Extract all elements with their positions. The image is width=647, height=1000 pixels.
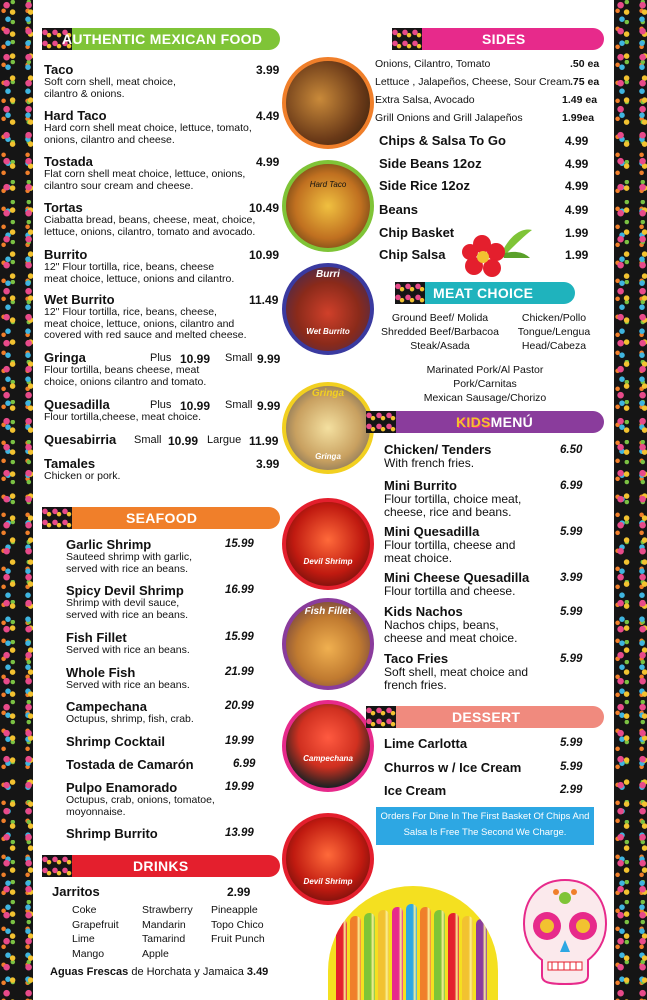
item-name: Taco Fries bbox=[384, 651, 449, 666]
gringa-photo: Gringa Gringa bbox=[282, 382, 374, 474]
floral-ornament-icon bbox=[395, 282, 425, 304]
bottle-icon bbox=[476, 919, 487, 1000]
item-price: 6.50 bbox=[560, 444, 583, 456]
option-label: Largue bbox=[207, 434, 242, 446]
menu-item bbox=[44, 456, 280, 483]
meat-left-list: Ground Beef/ Molida Shredded Beef/Barbacoa Steak/Asada bbox=[381, 312, 499, 352]
bottle-icon bbox=[378, 910, 389, 1000]
item-name: Kids Nachos bbox=[384, 604, 463, 619]
item-name: Whole Fish bbox=[66, 665, 136, 680]
item-description: Flour tortilla, choice meat, bbox=[384, 492, 522, 506]
item-price: 3.99 bbox=[256, 63, 280, 77]
option-label: Small bbox=[225, 399, 253, 411]
side-item: Chip Salsa bbox=[379, 247, 446, 262]
item-price: 11.49 bbox=[249, 293, 279, 307]
wet-burrito-photo: Burri Wet Burrito bbox=[282, 263, 374, 355]
item-name: Mini Quesadilla bbox=[384, 524, 480, 539]
right-floral-border bbox=[614, 0, 647, 1000]
bottle-icon bbox=[420, 907, 431, 1000]
bottle-icon bbox=[336, 919, 347, 1000]
item-description: covered with red sauce and melted cheese. bbox=[44, 329, 247, 341]
side-item: Side Rice 12oz bbox=[379, 178, 471, 193]
menu-item bbox=[384, 570, 564, 598]
side-item: Lettuce , Jalapeños, Cheese, Sour Cream bbox=[375, 76, 571, 88]
item-name: Wet Burrito bbox=[44, 292, 115, 307]
item-name: Tortas bbox=[44, 200, 83, 215]
item-description: 12" Flour tortilla, rice, beans, cheese, bbox=[44, 306, 217, 318]
chips-note: Orders For Dine In The First Basket Of Chips And Salsa Is Free The Second We Charge. bbox=[376, 807, 594, 845]
bottle-icon bbox=[350, 916, 361, 1000]
side-item: Chip Basket bbox=[379, 225, 455, 240]
meat-right-list: Chicken/Pollo Tongue/Lengua Head/Cabeza bbox=[517, 312, 591, 352]
aguas-frescas-line: Aguas Frescas de Horchata y Jamaica 3.49 bbox=[50, 966, 269, 978]
item-price: 20.99 bbox=[225, 700, 254, 712]
side-price: .75 ea bbox=[570, 76, 600, 88]
floral-ornament-icon bbox=[42, 507, 72, 529]
item-description: cilantro & onions. bbox=[44, 87, 125, 100]
item-name: Burrito bbox=[44, 247, 88, 262]
item-price: 6.99 bbox=[560, 480, 583, 492]
item-name: Quesabirria bbox=[44, 432, 117, 447]
side-price: 4.99 bbox=[565, 134, 589, 148]
item-name: Tostada bbox=[44, 154, 93, 169]
item-description: Chicken or pork. bbox=[44, 470, 121, 482]
bottle-icon bbox=[406, 904, 417, 1000]
item-description: moyonnaise. bbox=[66, 805, 126, 818]
drinks-col-2: Strawberry Mandarin Tamarind Apple bbox=[142, 904, 193, 960]
side-price: 4.99 bbox=[565, 179, 589, 193]
bottle-icon bbox=[364, 913, 375, 1000]
flower-icon bbox=[462, 222, 534, 282]
item-price: 19.99 bbox=[225, 781, 254, 793]
devil-shrimp-photo: Devil Shrimp bbox=[282, 498, 374, 590]
drinks-col-1: Coke Grapefruit Lime Mango bbox=[72, 904, 119, 960]
meat-choice-header: MEAT CHOICE bbox=[395, 282, 575, 304]
item-description: Ciabatta bread, beans, cheese, meat, choice, bbox=[44, 214, 256, 226]
side-item: Chips & Salsa To Go bbox=[379, 133, 506, 148]
jarritos-bottles-photo bbox=[328, 886, 498, 1000]
bottle-icon bbox=[448, 913, 459, 1000]
option-label: Small bbox=[225, 352, 253, 364]
menu-item bbox=[44, 292, 280, 342]
item-name: Garlic Shrimp bbox=[66, 537, 152, 552]
item-name: Hard Taco bbox=[44, 108, 107, 123]
side-price: 1.49 ea bbox=[562, 94, 598, 106]
side-price: 1.99 bbox=[565, 248, 589, 262]
item-name: Tamales bbox=[44, 456, 96, 471]
item-description: With french fries. bbox=[384, 456, 475, 470]
dessert-price: 2.99 bbox=[560, 784, 583, 796]
item-description: lettuce, onions, cilantro, tomato and avocado. bbox=[44, 225, 256, 238]
item-description: Flour tortilla, cheese and bbox=[384, 538, 516, 552]
menu-item bbox=[44, 108, 280, 146]
left-floral-border bbox=[0, 0, 33, 1000]
side-price: 1.99 bbox=[565, 226, 589, 240]
side-price: 4.99 bbox=[565, 203, 589, 217]
menu-item bbox=[384, 604, 564, 644]
item-description: Served with rice an beans. bbox=[66, 679, 190, 691]
item-name: Pulpo Enamorado bbox=[66, 780, 178, 795]
floral-ornament-icon bbox=[366, 411, 396, 433]
drinks-col-3: Pineapple Topo Chico Fruit Punch bbox=[211, 904, 265, 945]
item-price: 19.99 bbox=[225, 735, 254, 747]
option-price: 10.99 bbox=[180, 399, 211, 413]
side-item: Onions, Cilantro, Tomato bbox=[375, 58, 491, 70]
menu-item bbox=[384, 442, 564, 470]
jarritos-price: 2.99 bbox=[227, 885, 251, 899]
item-description: Flour tortilla,cheese, meat choice. bbox=[44, 411, 201, 423]
item-name: Taco bbox=[44, 62, 74, 77]
item-name: Shrimp Cocktail bbox=[66, 734, 165, 749]
sugar-skull-icon bbox=[518, 876, 612, 988]
item-price: 10.99 bbox=[249, 248, 280, 262]
floral-ornament-icon bbox=[42, 855, 72, 877]
item-name: Chicken/ Tenders bbox=[384, 442, 492, 457]
item-name: Shrimp Burrito bbox=[66, 826, 158, 841]
item-description: cilantro sour cream and cheese. bbox=[44, 179, 194, 192]
bottle-icon bbox=[392, 907, 403, 1000]
drinks-header: DRINKS bbox=[42, 855, 280, 877]
menu-item bbox=[384, 478, 564, 518]
menu-item bbox=[44, 200, 280, 238]
item-description: Served with rice an beans. bbox=[66, 644, 190, 656]
dessert-item: Lime Carlotta bbox=[384, 736, 468, 751]
option-price: 10.99 bbox=[180, 352, 211, 366]
item-description: Flour tortilla, beans cheese, meat bbox=[44, 364, 200, 376]
item-description: meat choice, lettuce, onions, cilantro and bbox=[44, 317, 235, 330]
item-name: Mini Burrito bbox=[384, 478, 457, 493]
option-price: 9.99 bbox=[257, 399, 281, 413]
floral-ornament-icon bbox=[366, 706, 396, 728]
menu-item bbox=[44, 62, 280, 100]
item-name: Mini Cheese Quesadilla bbox=[384, 570, 530, 585]
item-name: Campechana bbox=[66, 699, 147, 714]
item-name: Fish Fillet bbox=[66, 630, 127, 645]
campechana-photo: Campechana bbox=[282, 700, 374, 792]
item-description: Sauteed shrimp with garlic, bbox=[66, 551, 193, 563]
item-description: Nachos chips, beans, bbox=[384, 618, 499, 632]
sides-header: SIDES bbox=[392, 28, 604, 50]
side-item: Grill Onions and Grill Jalapeños bbox=[375, 112, 523, 124]
item-description: cheese and meat choice. bbox=[384, 630, 518, 645]
item-description: served with rice an beans. bbox=[66, 562, 188, 575]
taco-photo bbox=[282, 57, 374, 149]
item-price: 5.99 bbox=[560, 653, 583, 665]
item-price: 4.49 bbox=[256, 109, 280, 123]
item-description: french fries. bbox=[384, 677, 447, 692]
item-description: cheese, rice and beans. bbox=[384, 504, 512, 519]
item-price: 13.99 bbox=[225, 827, 254, 839]
item-description: Octupus, shrimp, fish, crab. bbox=[66, 713, 194, 725]
item-price: 10.49 bbox=[249, 201, 280, 215]
option-price: 11.99 bbox=[249, 434, 279, 448]
item-price: 6.99 bbox=[233, 758, 256, 770]
item-price: 4.99 bbox=[256, 155, 280, 169]
item-price: 3.99 bbox=[560, 572, 583, 584]
meat-bottom-list: Marinated Pork/Al Pastor Pork/Carnitas Mexican Sausage/Chorizo bbox=[423, 364, 547, 404]
seafood-header: SEAFOOD bbox=[42, 507, 280, 529]
floral-ornament-icon bbox=[392, 28, 422, 50]
dessert-header: DESSERT bbox=[366, 706, 604, 728]
devil-shrimp-photo-2: Devil Shrimp bbox=[282, 813, 374, 905]
item-description: Soft corn shell, meat choice, bbox=[44, 76, 176, 88]
jarritos-label: Jarritos bbox=[52, 884, 100, 899]
mexican-food-header: AUTHENTIC MEXICAN FOOD bbox=[42, 28, 280, 50]
bottle-icon bbox=[434, 910, 445, 1000]
option-label: Plus bbox=[150, 352, 172, 364]
item-price: 5.99 bbox=[560, 526, 583, 538]
item-name: Quesadilla bbox=[44, 397, 110, 412]
menu-item bbox=[44, 154, 280, 192]
item-description: Soft shell, meat choice and bbox=[384, 665, 529, 679]
item-name: Tostada de Camarón bbox=[66, 757, 194, 772]
side-price: .50 ea bbox=[570, 58, 600, 70]
item-description: meat choice. bbox=[384, 550, 453, 565]
fish-fillet-photo: Fish Fillet bbox=[282, 598, 374, 690]
item-description: choice, onions cilantro and tomato. bbox=[44, 375, 207, 388]
option-label: Small bbox=[134, 434, 162, 446]
item-name: Spicy Devil Shrimp bbox=[66, 583, 184, 598]
item-description: Octupus, crab, onions, tomatoe, bbox=[66, 794, 215, 806]
side-item: Side Beans 12oz bbox=[379, 156, 482, 171]
item-price: 15.99 bbox=[225, 538, 254, 550]
side-item: Extra Salsa, Avocado bbox=[375, 94, 475, 106]
item-description: Hard corn shell meat choice, lettuce, tomato, bbox=[44, 122, 252, 134]
option-price: 10.99 bbox=[168, 434, 199, 448]
side-price: 4.99 bbox=[565, 157, 589, 171]
hard-taco-photo: Hard Taco bbox=[282, 160, 374, 252]
side-item: Beans bbox=[379, 202, 419, 217]
item-description: 12" Flour tortilla, rice, beans, cheese bbox=[44, 261, 215, 273]
item-description: Flour tortilla and cheese. bbox=[384, 584, 516, 598]
dessert-price: 5.99 bbox=[560, 737, 583, 749]
item-description: Shrimp with devil sauce, bbox=[66, 597, 180, 609]
kids-menu-header: KIDSMENÚ bbox=[366, 411, 604, 433]
item-name: Gringa bbox=[44, 350, 86, 365]
item-description: meat choice, lettuce, onions and cilantro. bbox=[44, 272, 235, 285]
dessert-item: Ice Cream bbox=[384, 783, 447, 798]
dessert-price: 5.99 bbox=[560, 761, 583, 773]
menu-item bbox=[384, 651, 564, 691]
bottle-icon bbox=[462, 916, 473, 1000]
side-price: 1.99ea bbox=[562, 112, 595, 124]
item-description: onions, cilantro and cheese. bbox=[44, 133, 175, 146]
menu-item bbox=[44, 247, 280, 285]
item-description: served with rice an beans. bbox=[66, 608, 188, 621]
menu-item bbox=[44, 432, 280, 447]
item-price: 15.99 bbox=[225, 631, 254, 643]
item-description: Flat corn shell meat choice, lettuce, onions, bbox=[44, 168, 246, 180]
menu-item bbox=[384, 524, 564, 564]
item-price: 3.99 bbox=[256, 457, 280, 471]
item-price: 16.99 bbox=[225, 584, 254, 596]
option-price: 9.99 bbox=[257, 352, 281, 366]
dessert-item: Churros w / Ice Cream bbox=[384, 760, 522, 775]
item-price: 5.99 bbox=[560, 606, 583, 618]
option-label: Plus bbox=[150, 399, 172, 411]
item-price: 21.99 bbox=[225, 666, 254, 678]
